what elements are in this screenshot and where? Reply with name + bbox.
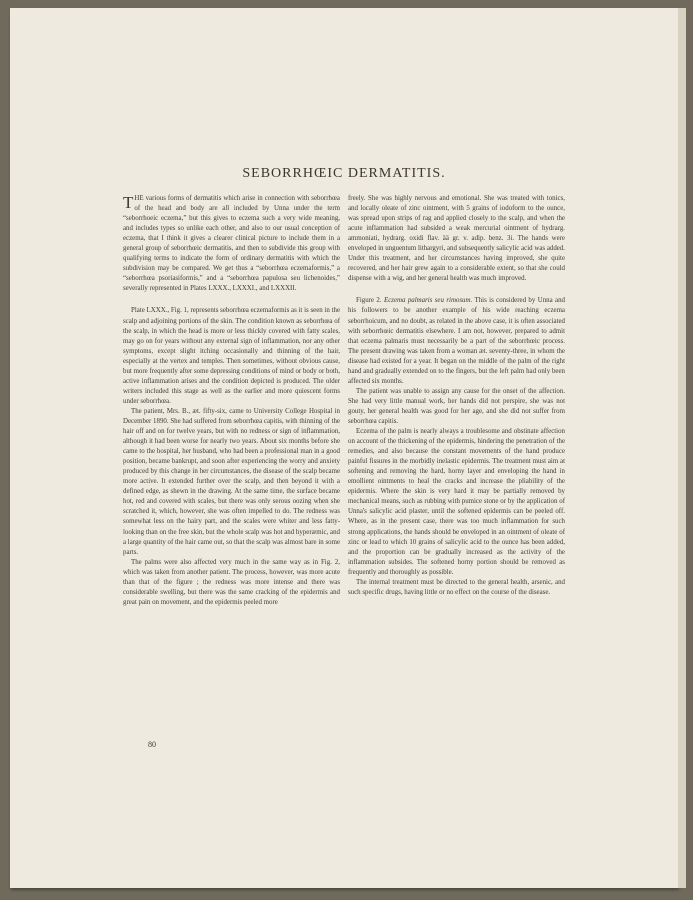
intro-paragraph-text: HE various forms of dermatitis which arise in connection with seborrhœa of the head and body are all included by Unna under the term “seborrhoeic eczema,” but this gives to eczema such a very wide meaning, and includes types so unlike each other, and also to our usual conception of eczema, that I think it gives a clearer clinical picture to include them in a general group of seborrhœic dermatitis, and then to subdivide this group with qualifying terms to indicate the form of ordinary dermatitis with which the subdivision may be compared. We get thus a “seborrhœa eczemaformis,” a “seborrhœa psoriasiformis,” and a “seborrhœa papulosa seu lichenoides,” severally represented in Plates LXXX., LXXXI., and LXXXII. — [123, 195, 340, 293]
figure-label: Figure 2. — [356, 297, 382, 305]
drop-cap: T — [123, 193, 134, 212]
body-paragraph: Plate LXXX., Fig. 1, represents seborrhœa eczemaformis as it is seen in the scalp and adjoining portions of the skin. The condition known as seborrhœa of the scalp, in which the head is more or less thickly covered with fatty scales, may go on for years without any external sign of inflammation, nor any other symptoms, except slight itching occasionally and thinning of the hair, especially at the vertex and temples. Then sometimes, without obvious cause, but more frequently after some depressing conditions of mind or body or both, active inflammation arises and the condition depicted is produced. The older writers included this stage as well as the earlier and more quiescent forms under seborrhœa. — [123, 307, 340, 405]
body-paragraph: Eczema of the palm is nearly always a troublesome and obstinate affection on account of the thickening of the epidermis, hindering the penetration of the remedies, and also because the constant movements of the hand produce painful fissures in the morbidly inelastic epidermis. The treatment must aim at softening and removing the hard, horny layer and enveloping the hand in emollient ointments to heal the cracks and increase the pliability of the epidermis. Where the skin is very hard it may be partially removed by mechanical means, such as rubbing with pumice stone or by the application of Unna's salicylic acid plaster, until the softened epidermis can be peeled off. Where, as in the present case, there was too much inflammation for such strong applications, the hands should be enveloped in an ointment of oleate of zinc or lead to which 10 grains of salicylic acid to the ounce has been added, and the proportion can be gradually increased as the activity of the inflammation subsides. The softened horny portion should be removed as frequently and thoroughly as possible. — [348, 428, 565, 576]
paper-edge — [678, 8, 686, 888]
figure-caption-italic: Eczema palmaris seu rimosum. — [384, 297, 473, 305]
intro-paragraph — [123, 194, 340, 294]
body-paragraph: The palms were also affected very much in the same way as in Fig. 2, which was taken from another patient. The process, however, was more acute than that of the figure ; the redness was more intense and there was considerable swelling, but there was the same cracking of the epidermis and great pain on movement, and the epidermis peeled more — [123, 558, 340, 606]
left-column — [123, 194, 340, 608]
figure-paragraph-text: This is considered by Unna and his followers to be another example of his wide reaching eczema seborrhoicum, and no doubt, as related in the above case, it is often associated with seborrhœic dermatitis elsewhere. I am not, however, prepared to admit that eczema palmaris must necessarily be a part of the seborrhœic process. The present drawing was taken from a woman æt. seventy-three, in whom the disease had existed for a year. It began on the middle of the palm of the right hand and gradually extended on to the fingers, but the left palm had only been affected six months. — [348, 297, 566, 385]
body-paragraph: The internal treatment must be directed to the general health, arsenic, and such specific drugs, having little or no effect on the course of the disease. — [348, 578, 565, 596]
page-title: SEBORRHŒIC DERMATITIS. — [242, 166, 446, 181]
paper-sheet — [10, 8, 678, 888]
body-paragraph: freely. She was highly nervous and emotional. She was treated with tonics, and locally oleate of zinc ointment, with 5 grains of iodoform to the ounce, was spread upon strips of rag and applied closely to the scalp, and when the acute inflammation had subsided a weak mercurial ointment of hydrarg. ammoniati, hydrarg. oxidi flav. ää gr. v. adip. benz. 3i. The hands were enveloped in unguentum lithargyri, and subsequently salicylic acid was added. Under this treatment, and her circumstances having improved, she quite recovered, and her hair grew again to a considerable extent, so that she could dispense with a wig, and her general health was much improved. — [348, 195, 565, 283]
page-number: 80 — [148, 740, 156, 749]
body-paragraph: The patient was unable to assign any cause for the onset of the affection. She had very little manual work, her hands did not perspire, she was not gouty, her general health was good for her age, and she did not suffer from seborrhœa capitis. — [348, 387, 565, 425]
figure-paragraph — [348, 296, 565, 386]
body-paragraph: The patient, Mrs. B., æt. fifty-six, came to University College Hospital in December 1890. She had suffered from seborrhœa capitis, with thinning of the hair off and on for twelve years, but with no redness or sign of inflammation, although it had been worse for nearly two years. About six months before she came to the hospital, her husband, who had been a professional man in a good position, became bankrupt, and soon after experiencing the worry and anxiety produced by this change in her circumstances, the disease of the scalp became more active. It extended further over the scalp, and then beyond it with a defined edge, as shewn in the drawing. At the same time, the surface became hot, red and covered with scales, but there was only serous oozing when she scratched it, which, however, she was often impelled to do. The redness was somewhat less on the hairy part, and the scales were whiter and less fatty-looking than on the free skin, but the whole scalp was hot and hyperæmic, and a large quantity of the hair came out, so that the scalp was almost bare in some parts. — [123, 407, 340, 556]
right-column — [348, 194, 565, 598]
